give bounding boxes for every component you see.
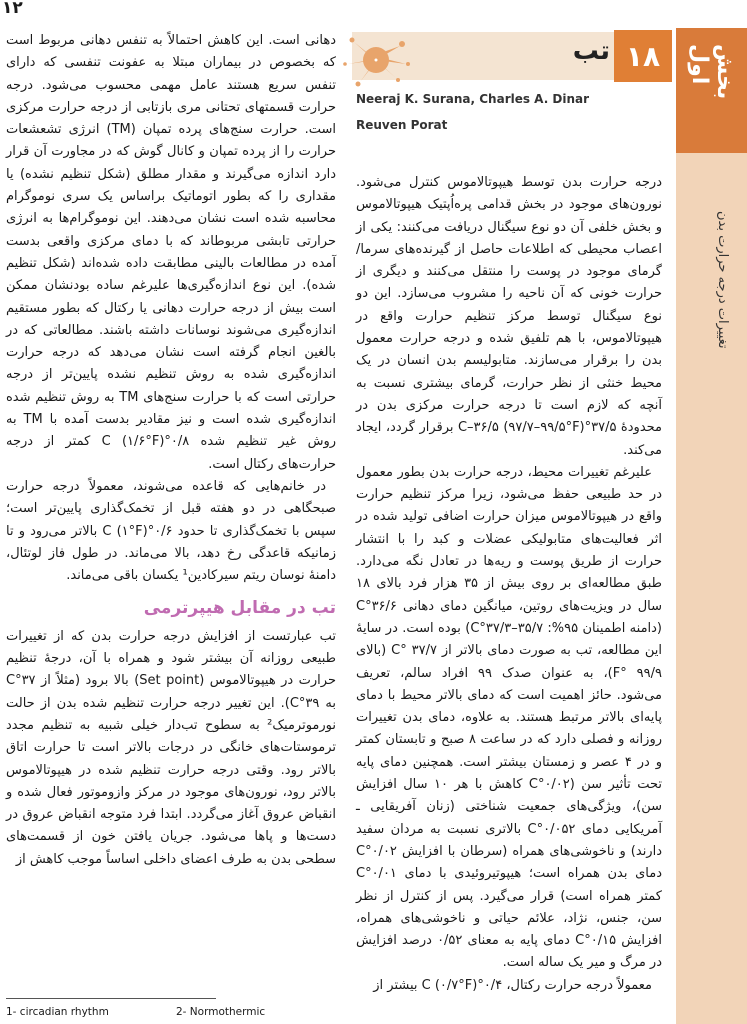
section-title: بخش اول: [687, 44, 737, 100]
paragraph: علیرغم تغییرات محیط، درجه حرارت بدن بطور معمول در حد طبیعی حفظ می‌شود، زیرا مرکز تنظیم حرارت واقع در هیپوتالاموس میزان حرارت اضافی تولید شده در اثر فعالیت‌های متابولیکی عضلات و کبد را با انتشار حرارت از طریق پوست و ریه‌ها در تعادل نگه می‌دارد. طبق مطالعه‌ای بر روی بیش از ۳۵ هزار فرد بالای ۱۸ سال در ویزیت‌های روتین، میانگین دمای دهانی ۳۶/۶°C (دامنه اطمینان ۹۵%: ۳۵/۷–۳۷/۳°C) بوده است. در سایهٔ این مطالعه، تب به صورت دمای بالاتر از ۳۷/۷ °C (بالای ۹۹/۹ °F)، به عنوان صدک ۹۹ افراد سالم، تعریف می‌شود. حائز اهمیت است که دمای بالاتر محیط با دمای پایه‌ای بالاتر مرتبط هستند. به علاوه، دمای بدن تغییرات روزانه و فصلی دارد که در ساعت ۸ صبح و تابستان کمتر و در ۴ عصر و زمستان بیشتر است. همچنین دمای پایه تحت تأثیر سن (۰/۰۲°C کاهش با هر ۱۰ سال افزایش سن)، ویژگی‌های جمعیت شناختی (زنان آفریقایی ـ آمریکایی دمای ۰/۰۵۲°C بالاتری نسبت به مردان سفید دارند) و ناخوشی‌های همراه (سرطان با افزایش ۰/۰۲°C دمای بدن همراه است؛ هیپوتیروئیدی با دمای ۰/۰۱°C کمتر همراه است) قرار می‌گیرد. پس از کنترل از نظر سن، جنس، نژاد، علائم حیاتی و ناخوشی‌های همراه، افزایش ۰/۱۵°C دمای پایه به معنای ۰/۵۲ درصد افزایش در مرگ و میر یک ساله است.: [356, 464, 663, 971]
authors-line-2: Reuven Porat: [356, 118, 448, 132]
section-heading: تب در مقابل هیپرترمی: [143, 598, 336, 619]
paragraph: درجه حرارت بدن توسط هیپوتالاموس کنترل می‌شود. نورون‌های موجود در بخش قدامی پره‌اُپتیک هیپوتالاموس و بخش خلفی آن دو نوع سیگنال دریافت می‌کنند: یکی از اعصاب محیطی که اطلاعات حاصل از گیرنده‌های سرما/گرمای موجود در پوست را منتقل می‌کنند و دیگری از حرارت خونی که آن ناحیه را مشروب می‌سازد. این دو نوع سیگنال توسط مرکز تنظیم حرارت واقع در هیپوتالاموس، با هم تلفیق شده و درجه حرارت معمول بدن را برقرار می‌سازند. متابولیسم بدن انسان در یک محیط خنثی از نظر حرارت، گرمای بیشتری نسبت به آنچه که لازم است تا درجه حرارت مرکزی بدن در محدودهٔ ۳۷/۵°C–۳۶/۵ (۹۷/۷–۹۹/۵°F) برقرار گردد، ایجاد می‌کند.: [356, 175, 662, 458]
ink-splash-icon: [340, 24, 412, 96]
section-subtitle: تغییرات درجه حرارت بدن: [715, 211, 730, 349]
footnote-1: 1- circadian rhythm: [6, 1006, 109, 1018]
right-column: [356, 172, 662, 997]
paragraph: تب عبارتست از افزایش درجه حرارت بدن که از تغییرات طبیعی روزانه آن بیشتر شود و همراه با آن، درجهٔ تنظیم حرارت در هیپوتالاموس (Set point) بالا برود (مثلاً از ۳۷°C به ۳۹°C). این تغییر درجه حرارت تنظیم شده بدن از حالت نورموترمیک² به سطوح تب‌دار خیلی شبیه به تنظیم مجدد ترموستات‌های خانگی در درجات بالاتر است تا حرارت اتاق بالاتر رود. وقتی درجه حرارت تنظیم شده در هیپوتالاموس بالاتر رود، نورون‌های موجود در مرکز وازوموتور فعال شده و انقباض عروق آغاز می‌گردد. ابتدا فرد متوجه انقباض عروق در دست‌ها و پاها می‌شود. جریان یافتن خون از قسمت‌های سطحی بدن به طرف اعضای داخلی اساساً موجب کاهش از: [6, 628, 336, 867]
paragraph: در خانم‌هایی که قاعده می‌شوند، معمولاً درجه حرارت صبحگاهی در دو هفته قبل از تخمک‌گذاری پایین‌تر است؛ سپس با تخمک‌گذاری تا حدود ۰/۶°C (۱°F) بالاتر می‌رود و تا زمانیکه قاعدگی رخ دهد، بالا می‌ماند. در طول فاز لوتئال، دامنهٔ نوسان ریتم سیرکادین¹ یکسان باقی می‌ماند.: [6, 478, 336, 584]
paragraph: معمولاً درجه حرارت رکتال، ۰/۴°C (۰/۷°F) بیشتر از: [373, 977, 652, 993]
footnote-2: 2- Normothermic: [176, 1006, 266, 1018]
chapter-number: ۱۸: [614, 30, 672, 82]
footnote-divider: [6, 998, 216, 999]
chapter-title: تب: [572, 36, 610, 66]
page-number: ۱۲: [2, 0, 23, 18]
paragraph: دهانی است. این کاهش احتمالاً به تنفس دهانی مربوط است که بخصوص در بیماران مبتلا به عفونت تنفسی که دارای تنفس سریع هستند عامل مهمی محسوب می‌شود. درجه حرارت قسمتهای تحتانی مری بازتابی از درجه حرارت مرکزی است. حرارت سنج‌های پرده تمپان (TM) انرژی تشعشعات حرارت را از پرده تمپان و کانال گوش که در مجاورت آن قرار دارد اندازه می‌گیرند و مقدار مطلق (شکل تنظیم نشده) یا مقداری را که بطور اتوماتیک براساس یک سری نوموگرام محاسبه شده است نشان می‌دهند. این نوموگرام‌ها به انرژی حرارتی تابشی مربوطاند که با دمای مرکزی واقعی بدست آمده در مطالعات بالینی مطابقت داده شده‌اند (شکل تنظیم شده). این نوع اندازه‌گیری‌ها علیرغم ساده بودنشان ممکن است بیش از درجه حرارت دهانی یا رکتال که بطور مستقیم اندازه‌گیری می‌شوند نوسانات داشته باشند. مطالعاتی که در بالغین انجام گرفته است نشان می‌دهد که درجه حرارت اندازه‌گیری شده به روش تنظیم نشده پایین‌تر از درجه حرارتی است که با حرارت سنج‌های TM به روش تنظیم شده اندازه‌گیری شده است و نیز مقادیر بدست آمده با TM به روش غیر تنظیم شده ۰/۸°C (۱/۶°F) کمتر از درجه حرارت‌های رکتال است.: [6, 33, 336, 472]
left-column: [6, 30, 336, 871]
authors-line-1: Neeraj K. Surana, Charles A. Dinar: [356, 92, 590, 106]
